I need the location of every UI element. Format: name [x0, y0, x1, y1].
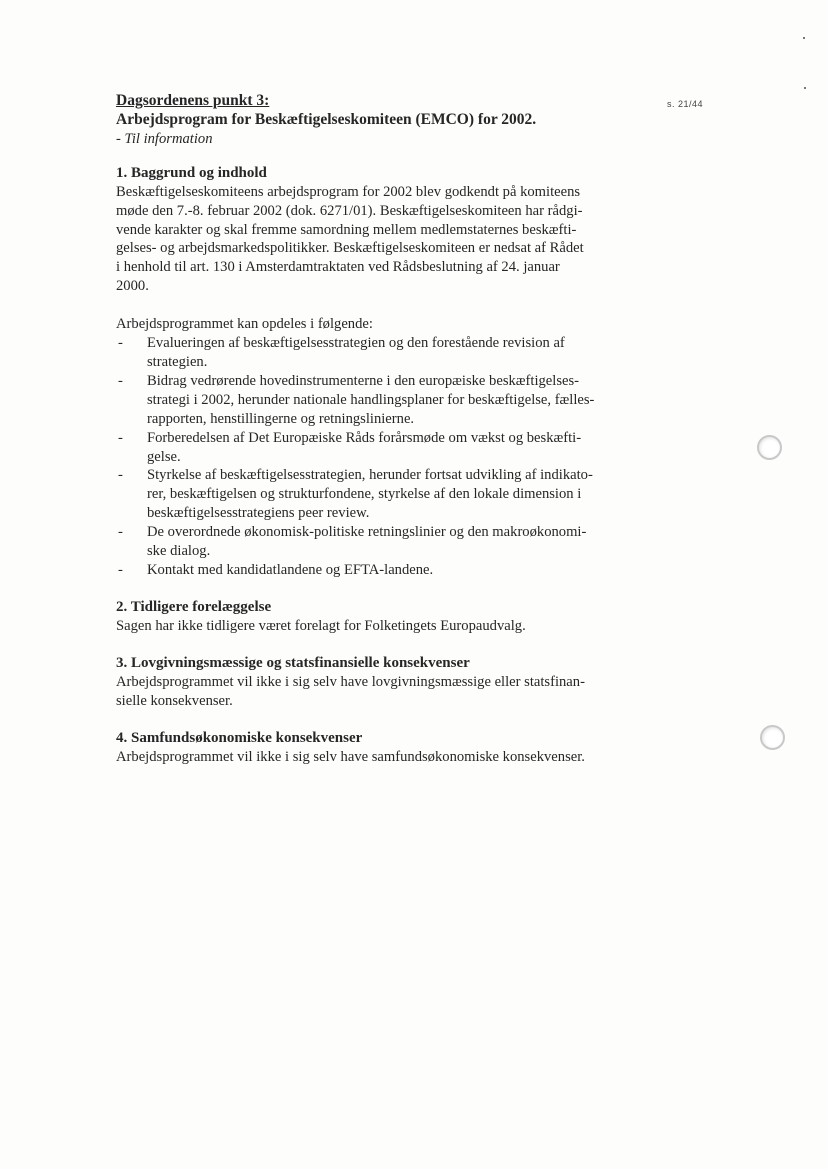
list-item-line: - Bidrag vedrørende hovedinstrumenterne i den europæiske beskæftigelses-	[147, 372, 580, 389]
list-item-line: rer, beskæftigelsen og strukturfondene, styrkelse af den lokale dimension i	[147, 486, 582, 503]
agenda-point: Dagsordenens punkt 3:	[116, 92, 270, 109]
document-body	[116, 92, 656, 784]
section-heading: 1. Baggrund og indhold	[116, 164, 267, 181]
list-item-line: rapporten, henstillingerne og retningslinierne.	[147, 410, 415, 427]
section-heading: 4. Samfundsøkonomiske konsekvenser	[116, 729, 363, 746]
list-item-line: - Kontakt med kandidatlandene og EFTA-landene.	[147, 561, 434, 578]
list-item	[116, 561, 656, 580]
list-intro: Arbejdsprogrammet kan opdeles i følgende:	[116, 316, 373, 333]
document-title: Arbejdsprogram for Beskæftigelseskomiteen (EMCO) for 2002.	[116, 110, 537, 128]
list-item-line: - Evalueringen af beskæftigelsesstrategien og den forestående revision af	[147, 335, 565, 352]
punch-hole-lower	[760, 725, 785, 750]
list-item	[116, 466, 656, 523]
text-line: vende karakter og skal fremme samordning mellem medlemstaternes beskæfti-	[116, 221, 577, 238]
section-heading: 2. Tidligere forelæggelse	[116, 598, 272, 615]
list-item-line: - Styrkelse af beskæftigelsesstrategien, herunder fortsat udvikling af indikato-	[147, 467, 593, 484]
list-item-line: beskæftigelsesstrategiens peer review.	[147, 505, 370, 522]
section-heading: 3. Lovgivningsmæssige og statsfinansielle konsekvenser	[116, 654, 470, 671]
list-item-line: strategien.	[147, 353, 208, 370]
text-line: Beskæftigelseskomiteens arbejdsprogram for 2002 blev godkendt på komiteens	[116, 183, 581, 200]
text-line: i henhold til art. 130 i Amsterdamtraktaten ved Rådsbeslutning af 24. januar	[116, 259, 560, 276]
list-item-line: strategi i 2002, herunder nationale handlingsplaner for beskæftigelse, fælles-	[147, 391, 595, 408]
section-background	[116, 164, 656, 580]
list-item-line: - Forberedelsen af Det Europæiske Råds forårsmøde om vækst og beskæfti-	[147, 429, 582, 446]
text-line: møde den 7.-8. februar 2002 (dok. 6271/01). Beskæftigelseskomiteen har rådgi-	[116, 202, 583, 219]
list-item	[116, 429, 656, 467]
punch-hole-upper	[757, 435, 782, 460]
list-item	[116, 372, 656, 429]
text-line: 2000.	[116, 278, 149, 295]
work-program-list	[116, 334, 656, 580]
scan-speck	[803, 37, 805, 39]
section-legislative-consequences	[116, 654, 656, 711]
text-line: sielle konsekvenser.	[116, 692, 233, 709]
page-number: s. 21/44	[667, 99, 704, 109]
list-item-line: ske dialog.	[147, 543, 211, 560]
section-economic-consequences	[116, 729, 656, 767]
text-line: Sagen har ikke tidligere været forelagt for Folketingets Europaudvalg.	[116, 617, 526, 634]
list-item	[116, 334, 656, 372]
list-item-line: - De overordnede økonomisk-politiske retningslinier og den makroøkonomi-	[147, 524, 587, 541]
document-subtitle: - Til information	[116, 130, 213, 147]
section-previous-presentation	[116, 598, 656, 636]
text-line: Arbejdsprogrammet vil ikke i sig selv have lovgivningsmæssige eller statsfinan-	[116, 673, 585, 690]
list-item	[116, 523, 656, 561]
section-paragraph	[116, 183, 656, 296]
list-item-line: gelse.	[147, 448, 181, 465]
scan-speck	[804, 87, 806, 89]
text-line: gelses- og arbejdsmarkedspolitikker. Beskæftigelseskomiteen er nedsat af Rådet	[116, 240, 584, 257]
text-line: Arbejdsprogrammet vil ikke i sig selv have samfundsøkonomiske konsekvenser.	[116, 748, 585, 765]
